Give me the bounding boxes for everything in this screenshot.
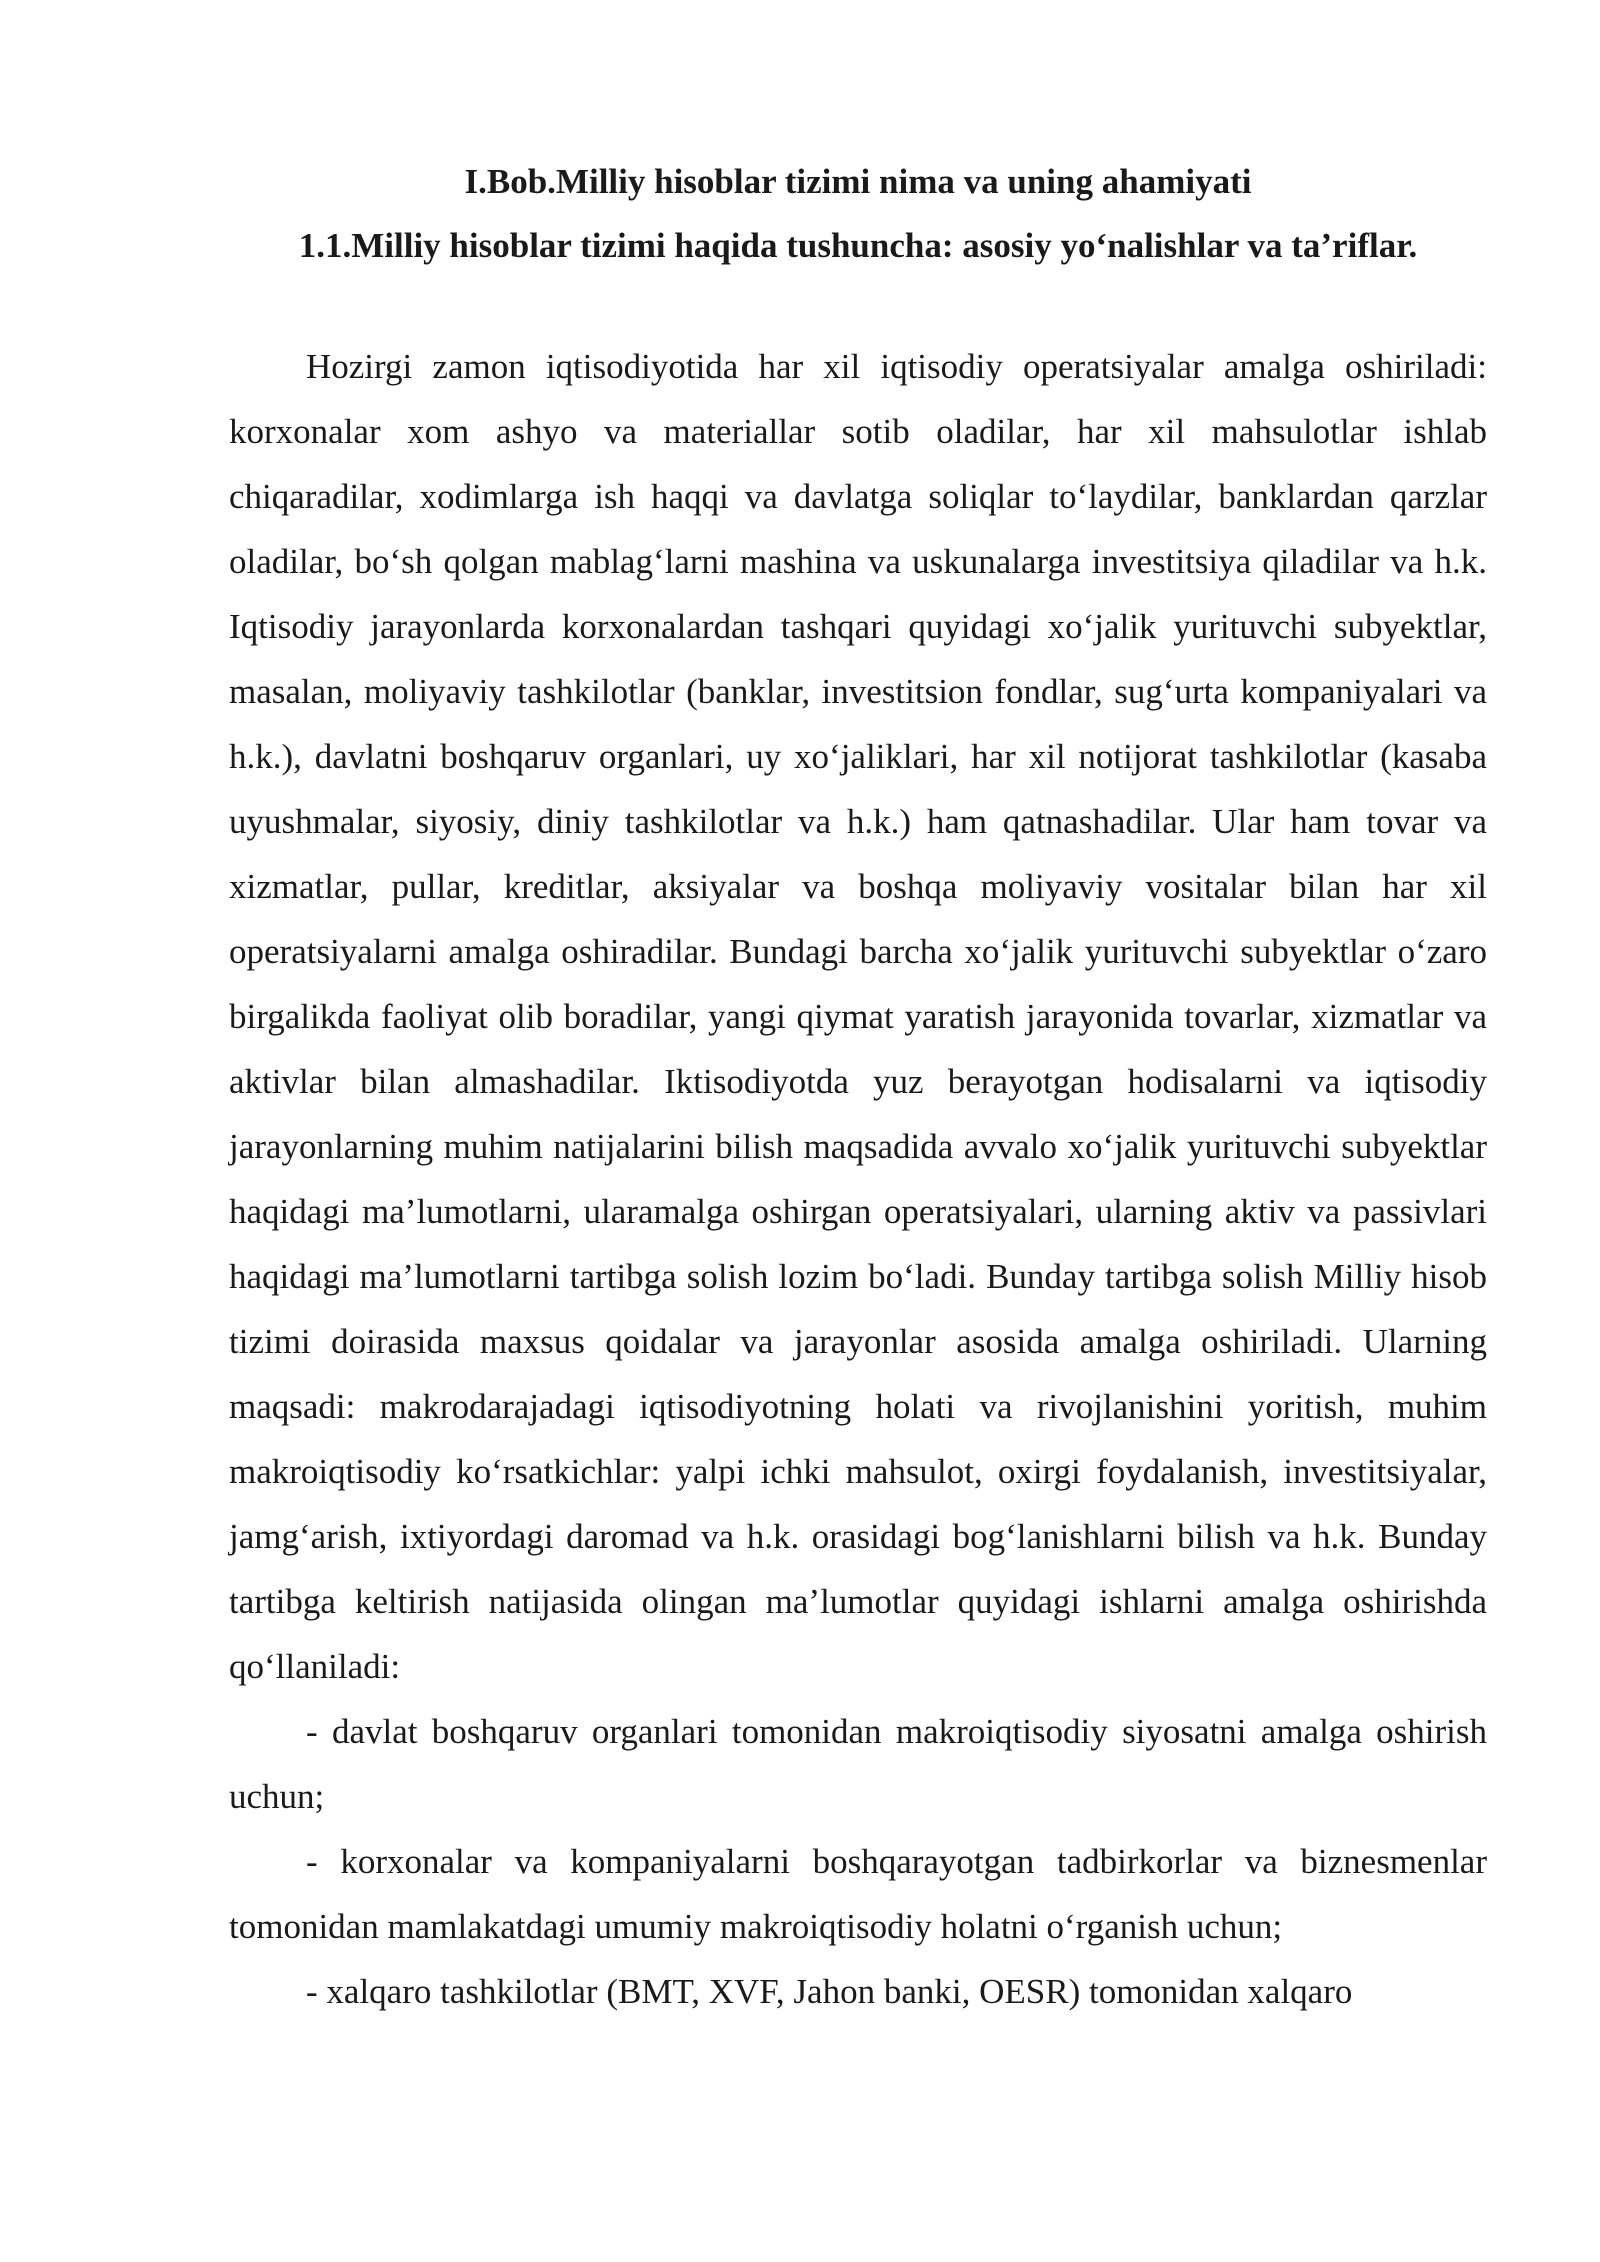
- paragraph: Hozirgi zamon iqtisodiyotida har xil iqtisodiy operatsiyalar amalga oshiriladi: korxonalar xom ashyo va materiallar sotib oladilar, har xil mahsulotlar ishlab chiqaradilar, xodimlarga ish haqqi va davlatga soliqlar to‘laydilar, banklardan qarzlar oladilar, bo‘sh qolgan mablag‘larni mashina va uskunalarga investitsiya qiladilar va h.k. Iqtisodiy jarayonlarda korxonalardan tashqari quyidagi xo‘jalik yurituvchi subyektlar, masalan, moliyaviy tashkilotlar (banklar, investitsion fondlar, sug‘urta kompaniyalari va h.k.), davlatni boshqaruv organlari, uy xo‘jaliklari, har xil notijorat tashkilotlar (kasaba uyushmalar, siyosiy, diniy tashkilotlar va h.k.) ham qatnashadilar. Ular ham tovar va xizmatlar, pullar, kreditlar, aksiyalar va boshqa moliyaviy vositalar bilan har xil operatsiyalarni amalga oshiradilar. Bundagi barcha xo‘jalik yurituvchi subyektlar o‘zaro birgalikda faoliyat olib boradilar, yangi qiymat yaratish jarayonida tovarlar, xizmatlar va aktivlar bilan almashadilar. Iktisodiyotda yuz berayotgan hodisalarni va iqtisodiy jarayonlarning muhim natijalarini bilish maqsadida avvalo xo‘jalik yurituvchi subyektlar haqidagi ma’lumotlarni, ularamalga oshirgan operatsiyalari, ularning aktiv va passivlari haqidagi ma’lumotlarni tartibga solish lozim bo‘ladi. Bunday tartibga solish Milliy hisob tizimi doirasida maxsus qoidalar va jarayonlar asosida amalga oshiriladi. Ularning maqsadi: makrodarajadagi iqtisodiyotning holati va rivojlanishini yoritish, muhim makroiqtisodiy ko‘rsatkichlar: yalpi ichki mahsulot, oxirgi foydalanish, investitsiyalar, jamg‘arish, ixtiyordagi daromad va h.k. orasidagi bog‘lanishlarni bilish va h.k. Bunday tartibga keltirish natijasida olingan ma’lumotlar quyidagi ishlarni amalga oshirishda qo‘llaniladi:: [229, 347, 1487, 1686]
- chapter-title: I.Bob.Milliy hisoblar tizimi nima va uning ahamiyati: [464, 162, 1252, 201]
- page-content: [229, 150, 1487, 2024]
- list-item: - korxonalar va kompaniyalarni boshqarayotgan tadbirkorlar va biznesmenlar tomonidan mamlakatdagi umumiy makroiqtisodiy holatni o‘rganish uchun;: [229, 1842, 1487, 1946]
- section-title: 1.1.Milliy hisoblar tizimi haqida tushuncha: asosiy yo‘nalishlar va ta’riflar.: [298, 226, 1418, 265]
- list-item: - xalqaro tashkilotlar (BMT, XVF, Jahon banki, OESR) tomonidan xalqaro: [306, 1972, 1353, 2011]
- list-item: - davlat boshqaruv organlari tomonidan makroiqtisodiy siyosatni amalga oshirish uchun;: [229, 1712, 1487, 1816]
- body-text: [229, 334, 1487, 2024]
